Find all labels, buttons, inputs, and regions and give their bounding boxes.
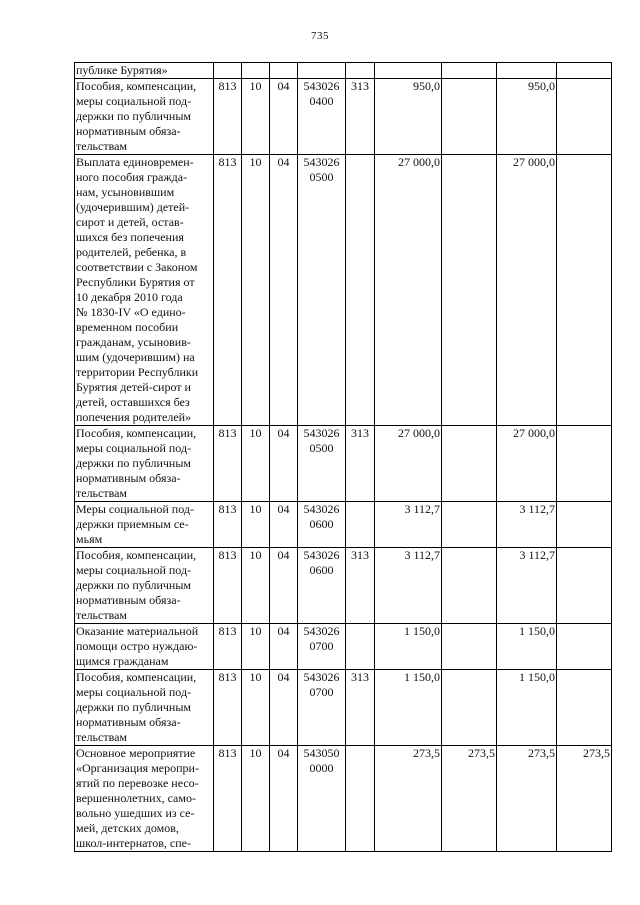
description-line: детей, оставшихся без [76, 395, 190, 409]
amount-1: 27 000,0 [375, 155, 442, 426]
amount-1: 27 000,0 [375, 426, 442, 502]
amount-4 [557, 155, 612, 426]
description-line: Бурятия детей-сирот и [76, 380, 191, 394]
expense-type-code [346, 155, 375, 426]
amount-3: 1 150,0 [497, 624, 557, 670]
amount-2 [442, 79, 497, 155]
description-line: тельствам [76, 139, 128, 153]
table-row [75, 502, 612, 548]
row-description [75, 79, 214, 155]
description-line: мьям [76, 532, 103, 546]
amount-2: 273,5 [442, 746, 497, 852]
target-article-line: 543026 [303, 79, 340, 93]
amount-1: 273,5 [375, 746, 442, 852]
continuation-row [75, 63, 612, 79]
description-line: 10 декабря 2010 года [76, 290, 183, 304]
description-line: Пособия, компенсации, [76, 426, 197, 440]
table-row [75, 624, 612, 670]
amount-1: 1 150,0 [375, 624, 442, 670]
description-line: (удочерившим) детей- [76, 200, 190, 214]
description-line: тельствам [76, 608, 128, 622]
description-line: держки приемным се- [76, 517, 189, 531]
continuation-text: публике Бурятия» [75, 63, 214, 79]
description-line: Выплата единовремен- [76, 155, 194, 169]
description-line: шихся без попечения [76, 230, 184, 244]
description-line: держки по публичным [76, 700, 191, 714]
description-line: попечения родителей» [76, 410, 192, 424]
budget-table [74, 62, 612, 852]
target-article-code [298, 670, 346, 746]
row-description [75, 670, 214, 746]
description-line: меры социальной под- [76, 563, 192, 577]
amount-4 [557, 624, 612, 670]
target-article-line: 543026 [303, 155, 340, 169]
amount-3: 27 000,0 [497, 155, 557, 426]
table-row [75, 670, 612, 746]
expense-type-code: 313 [346, 670, 375, 746]
target-article-line: 0600 [309, 517, 334, 531]
description-line: тельствам [76, 730, 128, 744]
target-article-line: 543026 [303, 502, 340, 516]
description-line: Основное мероприятие [76, 746, 196, 760]
target-article-code [298, 502, 346, 548]
table-row [75, 426, 612, 502]
section-code: 10 [242, 670, 270, 746]
expense-type-code [346, 502, 375, 548]
description-line: ятий по перевозке несо- [76, 776, 199, 790]
target-article-code [298, 624, 346, 670]
description-line: нормативным обяза- [76, 715, 181, 729]
description-line: нормативным обяза- [76, 471, 181, 485]
row-description [75, 155, 214, 426]
amount-4 [557, 548, 612, 624]
amount-3: 1 150,0 [497, 670, 557, 746]
amount-4 [557, 426, 612, 502]
description-line: временном пособии [76, 320, 179, 334]
row-description [75, 548, 214, 624]
table-row [75, 79, 612, 155]
description-line: Пособия, компенсации, [76, 548, 197, 562]
description-line: гражданам, усыновив- [76, 335, 191, 349]
row-description [75, 746, 214, 852]
amount-2 [442, 502, 497, 548]
row-description [75, 426, 214, 502]
description-line: родителей, ребенка, в [76, 245, 187, 259]
amount-3: 950,0 [497, 79, 557, 155]
description-line: вершеннолетних, само- [76, 791, 196, 805]
description-line: нормативным обяза- [76, 124, 181, 138]
amount-1: 950,0 [375, 79, 442, 155]
amount-1: 3 112,7 [375, 502, 442, 548]
target-article-code [298, 746, 346, 852]
table-row [75, 746, 612, 852]
admin-code: 813 [214, 79, 242, 155]
subsection-code: 04 [270, 624, 298, 670]
admin-code: 813 [214, 502, 242, 548]
description-line: Пособия, компенсации, [76, 670, 197, 684]
description-line: меры социальной под- [76, 685, 192, 699]
section-code: 10 [242, 548, 270, 624]
amount-2 [442, 155, 497, 426]
section-code: 10 [242, 502, 270, 548]
subsection-code: 04 [270, 670, 298, 746]
description-line: держки по публичным [76, 109, 191, 123]
description-line: школ-интернатов, спе- [76, 836, 191, 850]
target-article-line: 543026 [303, 426, 340, 440]
description-line: территории Республики [76, 365, 199, 379]
amount-4 [557, 670, 612, 746]
description-line: Пособия, компенсации, [76, 79, 197, 93]
amount-3: 3 112,7 [497, 502, 557, 548]
section-code: 10 [242, 155, 270, 426]
description-line: щимся гражданам [76, 654, 169, 668]
description-line: сирот и детей, остав- [76, 215, 184, 229]
target-article-line: 0400 [309, 94, 334, 108]
subsection-code: 04 [270, 502, 298, 548]
amount-2 [442, 670, 497, 746]
admin-code: 813 [214, 155, 242, 426]
amount-2 [442, 548, 497, 624]
target-article-code [298, 155, 346, 426]
subsection-code: 04 [270, 79, 298, 155]
subsection-code: 04 [270, 426, 298, 502]
description-line: вольно ушедших из се- [76, 806, 195, 820]
subsection-code: 04 [270, 155, 298, 426]
section-code: 10 [242, 426, 270, 502]
target-article-line: 543026 [303, 624, 340, 638]
admin-code: 813 [214, 548, 242, 624]
target-article-line: 0500 [309, 441, 334, 455]
description-line: держки по публичным [76, 456, 191, 470]
table-row [75, 548, 612, 624]
admin-code: 813 [214, 746, 242, 852]
subsection-code: 04 [270, 746, 298, 852]
amount-1: 1 150,0 [375, 670, 442, 746]
subsection-code: 04 [270, 548, 298, 624]
expense-type-code [346, 746, 375, 852]
row-description [75, 502, 214, 548]
amount-3: 3 112,7 [497, 548, 557, 624]
admin-code: 813 [214, 426, 242, 502]
target-article-line: 0600 [309, 563, 334, 577]
amount-4 [557, 502, 612, 548]
target-article-code [298, 548, 346, 624]
amount-1: 3 112,7 [375, 548, 442, 624]
admin-code: 813 [214, 670, 242, 746]
target-article-line: 543026 [303, 670, 340, 684]
amount-4 [557, 79, 612, 155]
amount-3: 27 000,0 [497, 426, 557, 502]
description-line: соответствии с Законом [76, 260, 198, 274]
amount-2 [442, 426, 497, 502]
description-line: помощи остро нуждаю- [76, 639, 198, 653]
row-description [75, 624, 214, 670]
section-code: 10 [242, 746, 270, 852]
expense-type-code: 313 [346, 426, 375, 502]
description-line: тельствам [76, 486, 128, 500]
target-article-code [298, 426, 346, 502]
target-article-code [298, 79, 346, 155]
target-article-line: 0700 [309, 639, 334, 653]
description-line: меры социальной под- [76, 94, 192, 108]
description-line: мей, детских домов, [76, 821, 179, 835]
description-line: «Организация меропри- [76, 761, 199, 775]
description-line: держки по публичным [76, 578, 191, 592]
target-article-line: 543026 [303, 548, 340, 562]
expense-type-code: 313 [346, 548, 375, 624]
amount-3: 273,5 [497, 746, 557, 852]
page-number: 735 [311, 30, 329, 42]
admin-code: 813 [214, 624, 242, 670]
target-article-line: 0000 [309, 761, 334, 775]
target-article-line: 543050 [303, 746, 340, 760]
expense-type-code: 313 [346, 79, 375, 155]
description-line: ного пособия гражда- [76, 170, 188, 184]
description-line: Меры социальной под- [76, 502, 194, 516]
expense-type-code [346, 624, 375, 670]
target-article-line: 0700 [309, 685, 334, 699]
description-line: № 1830-IV «О едино- [76, 305, 186, 319]
section-code: 10 [242, 79, 270, 155]
description-line: Оказание материальной [76, 624, 199, 638]
description-line: шим (удочерившим) на [76, 350, 195, 364]
description-line: нам, усыновившим [76, 185, 175, 199]
amount-4: 273,5 [557, 746, 612, 852]
description-line: меры социальной под- [76, 441, 192, 455]
description-line: Республики Бурятия от [76, 275, 195, 289]
target-article-line: 0500 [309, 170, 334, 184]
section-code: 10 [242, 624, 270, 670]
table-row [75, 155, 612, 426]
amount-2 [442, 624, 497, 670]
description-line: нормативным обяза- [76, 593, 181, 607]
